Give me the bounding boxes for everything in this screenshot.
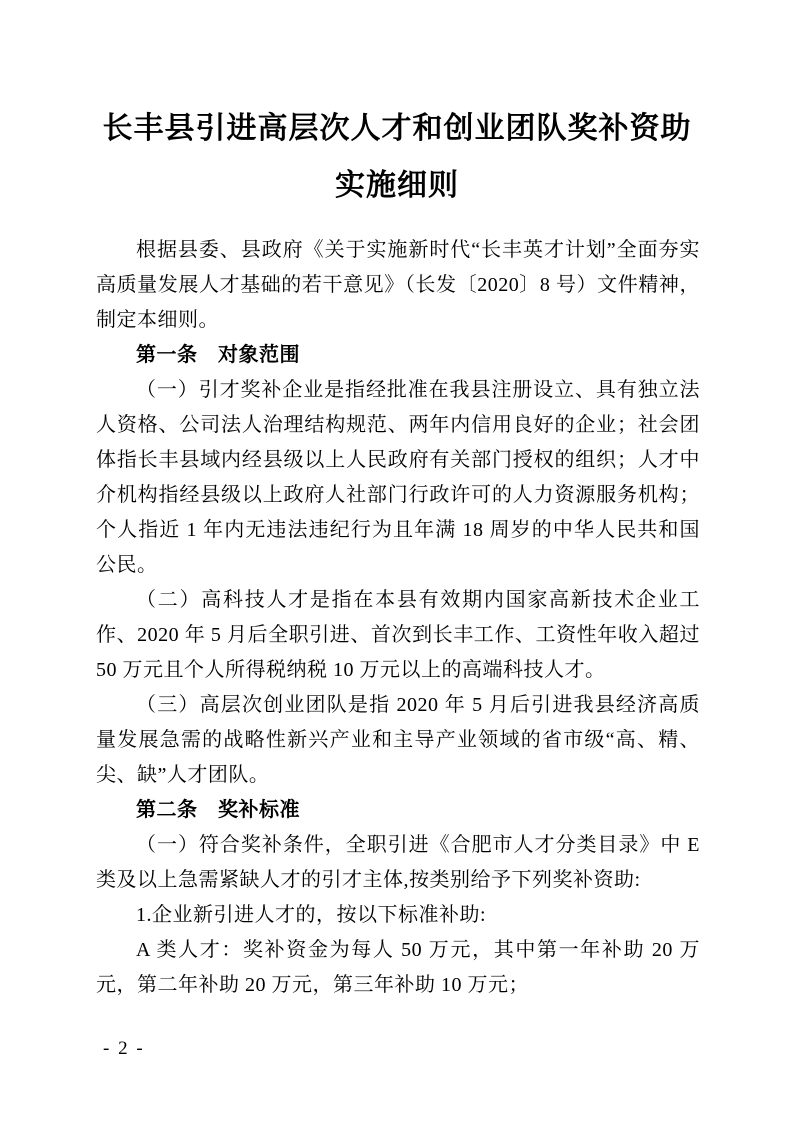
section-heading-article-1: 第一条 对象范围	[136, 344, 300, 366]
document-title-line2: 实施细则	[335, 169, 459, 202]
paragraph-article1-item3: （三）高层次创业团队是指 2020 年 5 月后引进我县经济高质量发展急需的战略性新兴产业和主导产业领域的省市级“高、精、尖、缺”人才团队。	[96, 694, 700, 786]
section-heading-article-2: 第二条 奖补标准	[136, 799, 300, 821]
paragraph-article1-item1: （一）引才奖补企业是指经批准在我县注册设立、具有独立法人资格、公司法人治理结构规范、两年内信用良好的企业；社会团体指长丰县域内经县级以上人民政府有关部门授权的组织；人才中介机构指经县级以上政府人社部门行政许可的人力资源服务机构；个人指近 1 年内无违法违纪行为且年满 18 周岁的中华人民共和国公民。	[96, 379, 700, 576]
paragraph-article2-item1: （一）符合奖补条件，全职引进《合肥市人才分类目录》中 E 类及以上急需紧缺人才的引才主体,按类别给予下列奖补资助:	[96, 834, 700, 891]
paragraph-article1-item2: （二）高科技人才是指在本县有效期内国家高新技术企业工作、2020 年 5 月后全职引进、首次到长丰工作、工资性年收入超过 50 万元且个人所得税纳税 10 万元以上的高端科技人才。	[96, 589, 700, 681]
document-title-line1: 长丰县引进高层次人才和创业团队奖补资助	[102, 112, 692, 145]
page-number: - 2 -	[103, 1038, 145, 1059]
paragraph-article2-class-a: A 类人才：奖补资金为每人 50 万元，其中第一年补助 20 万元，第二年补助 20 万元，第三年补助 10 万元；	[96, 939, 700, 996]
paragraph-intro: 根据县委、县政府《关于实施新时代“长丰英才计划”全面夯实高质量发展人才基础的若干意见》（长发〔2020〕8 号）文件精神，制定本细则。	[96, 239, 700, 331]
document-title	[60, 100, 734, 214]
document-body	[96, 233, 700, 1003]
paragraph-article2-sub1: 1.企业新引进人才的，按以下标准补助:	[136, 904, 487, 926]
